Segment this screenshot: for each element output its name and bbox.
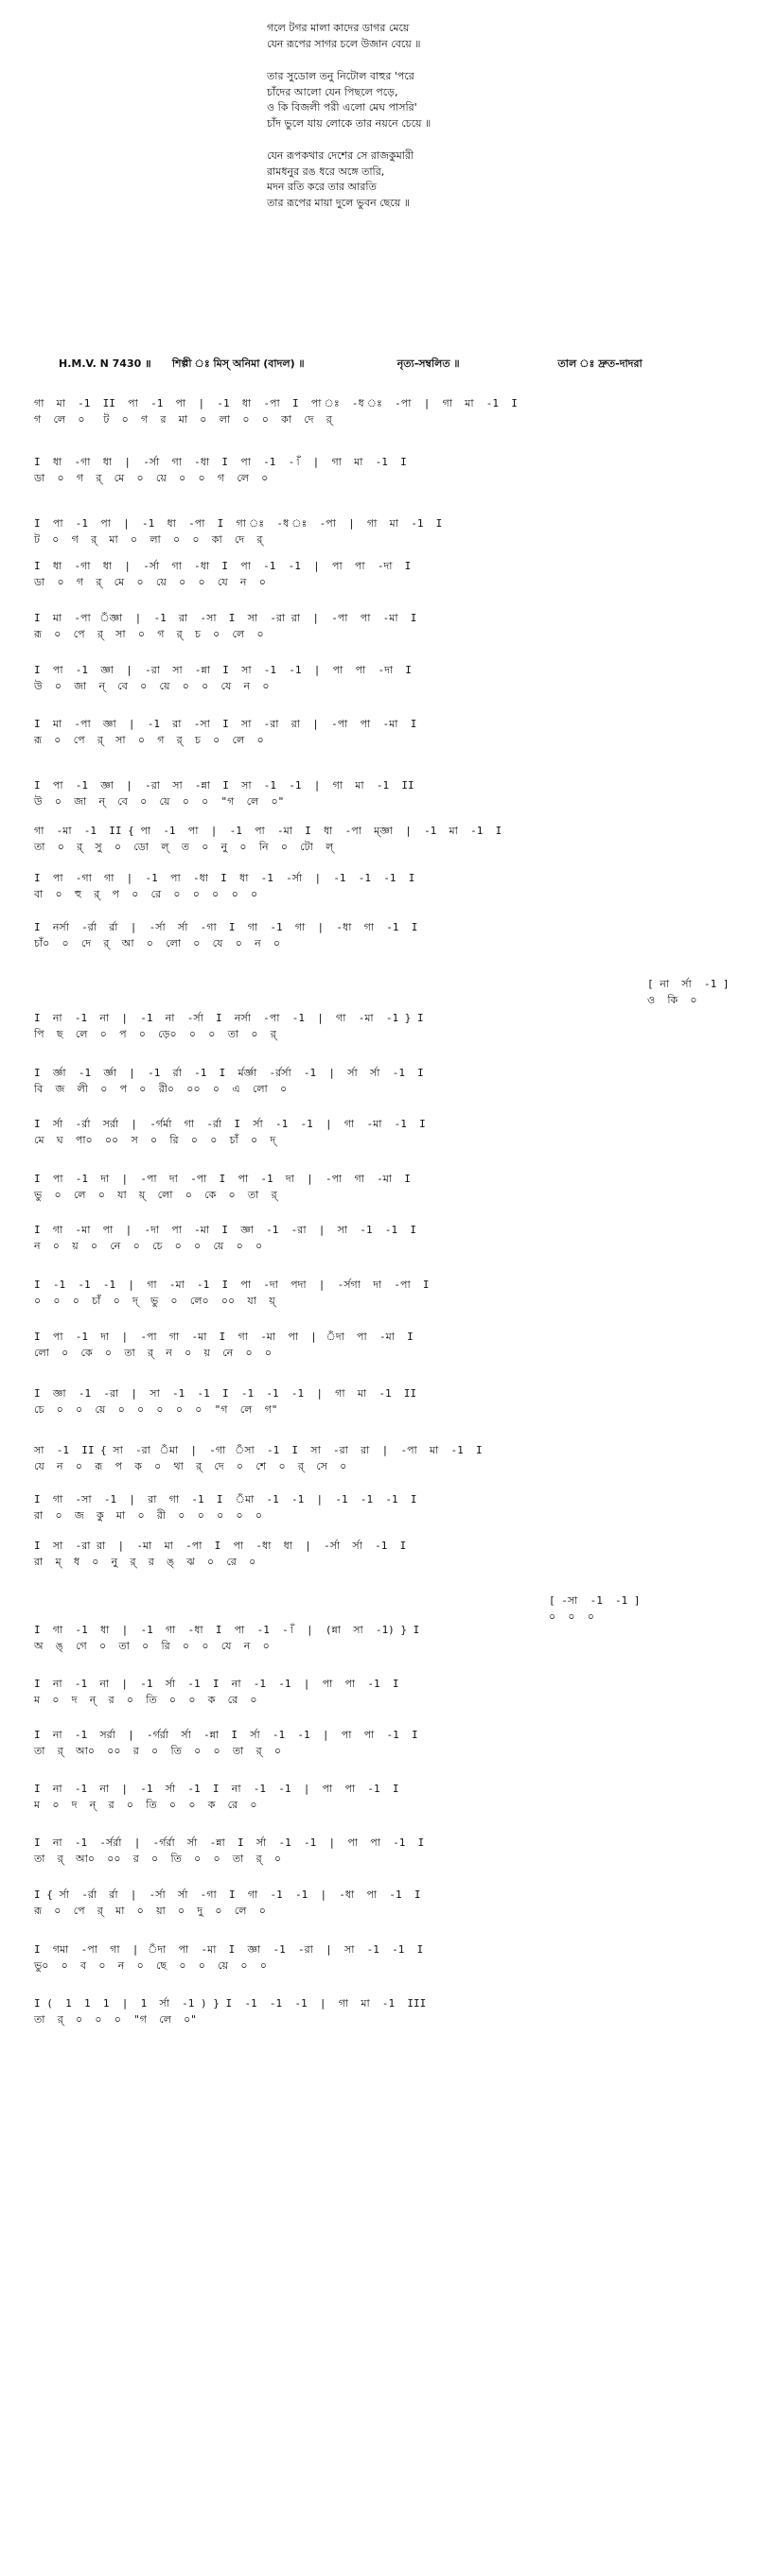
record-info-line (59, 356, 721, 374)
notation-block (34, 1941, 734, 1974)
lyric-syllable-row: তা র্ ০ ০ ০ "গ লে ০" (34, 2013, 197, 2026)
notation-block (549, 1593, 691, 1625)
notation-block (34, 395, 734, 427)
notation-block (34, 1116, 734, 1148)
swara-row: I পা -1 দা | -পা গা -মা I গা -মা পা | ঁদা পা -মা I (34, 1331, 414, 1343)
swara-row: I না -1 না | -1 র্সা -1 I না -1 -1 | পা পা -1 I (34, 1783, 399, 1795)
notation-block (34, 1538, 734, 1570)
lyric-syllable-row: ডা ০ গ র্ মে ০ য়ে ০ ০ গ লে ০ (34, 472, 269, 484)
lyric-syllable-row: রা ম্ ধ ০ নু র্ র ঙ্ ঝ ০ রে ০ (34, 1556, 256, 1568)
lyric-syllable-row: মে ঘ পা০ ০০ স ০ রি ০ ০ চাঁ ০ দ্ (34, 1134, 276, 1146)
notation-block (34, 777, 734, 809)
lyrics-line: ও কি বিজলী পরী এলো মেঘ পাসরি' (267, 101, 417, 113)
lyric-syllable-row: চাঁ০ ০ দে র্ আ ০ লো ০ যে ০ ন ০ (34, 937, 281, 949)
lyric-syllable-row: তা র্ আ০ ০০ র ০ তি ০ ০ তা র্ ০ (34, 1745, 282, 1757)
swara-row: I পা -1 দা | -পা দা -পা I পা -1 দা | -পা গা -মা I (34, 1173, 411, 1185)
swara-row: I না -1 না | -1 র্সা -1 I না -1 -1 | পা পা -1 I (34, 1678, 399, 1690)
notation-block (34, 1887, 734, 1919)
notation-block (34, 1222, 734, 1254)
swara-row: I পা -1 জ্ঞা | -রা সা -ন্না I সা -1 -1 | গা মা -1 II (34, 779, 414, 792)
swara-row: I -1 -1 -1 | গা -মা -1 I পা -দা পদা | -র্সগা দা -পা I (34, 1279, 430, 1291)
swara-row: সা -1 II { সা -রা ঁমা | -গা ঁসা -1 I সা -রা রা | -পা মা -1 I (34, 1444, 483, 1456)
swara-row: I না -1 না | -1 না -র্সা I নর্সা -পা -1 | গা -মা -1 } I (34, 1012, 424, 1024)
notation-block (34, 1065, 734, 1097)
swara-row: [ -সা -1 -1 ] (549, 1594, 641, 1607)
notation-block (647, 976, 757, 1008)
notation-block (34, 1277, 734, 1309)
notation-block (34, 1622, 734, 1654)
notation-block (34, 1491, 734, 1523)
lyric-syllable-row: ভু ০ লে ০ যা য়্ লো ০ কে ০ তা র্ (34, 1189, 277, 1201)
lyric-syllable-row: যে ন ০ রূ প ক ০ থা র্ দে ০ শে ০ র্ সে ০ (34, 1460, 347, 1472)
lyric-syllable-row: বি জ লী ০ প ০ রী০ ০০ ০ এ লো ০ (34, 1083, 288, 1095)
notation-block (34, 1010, 734, 1042)
lyric-syllable-row: উ ০ জা ন্ বে ০ য়ে ০ ০ "গ লে ০" (34, 795, 285, 808)
swara-row: I পা -গা গা | -1 পা -ধা I ধা -1 -র্সা | -1 -1 -1 I (34, 872, 415, 884)
notation-block (34, 1781, 734, 1813)
swara-row: I র্সা -র্রা সর্রা | -র্গর্মা গা -র্রা I র্সা -1 -1 | গা -মা -1 I (34, 1118, 426, 1130)
lyrics-line: চাঁদের আলো যেন পিছলে পড়ে, (267, 85, 398, 98)
lyric-syllable-row: তা ০ র্ সু ০ ডো ল্ ত ০ নু ০ নি ০ টো ল্ (34, 841, 334, 853)
swara-row: I সা -রা রা | -মা মা -পা I পা -ধা ধা | -র্সা র্সা -1 I (34, 1540, 407, 1552)
notation-block (34, 1385, 734, 1418)
swara-row: I পা -1 পা | -1 ধা -পা I গা ঃ -ধ ঃ -পা | গা মা -1 I (34, 517, 443, 530)
lyric-syllable-row: ০ ০ ০ (549, 1610, 594, 1623)
lyric-syllable-row: রূ ০ পে র্ সা ০ গ র্ চ ০ লে ০ (34, 628, 264, 640)
notation-block (34, 1676, 734, 1708)
swara-row: I পা -1 জ্ঞা | -রা সা -ন্না I সা -1 -1 | পা পা -দা I (34, 664, 412, 676)
swara-row: [ না র্সা -1 ] (647, 978, 730, 990)
notation-block (34, 1329, 734, 1361)
lyric-syllable-row: পি ছ লে ০ প ০ ড়ে০ ০ ০ তা ০ র্ (34, 1028, 276, 1040)
lyric-syllable-row: ম ০ দ ন্ র ০ তি ০ ০ ক রে ০ (34, 1694, 257, 1706)
record-number: H.M.V. N 7430 ॥ (59, 357, 151, 370)
lyric-syllable-row: গ লে ০ ট ০ গ র মা ০ লা ০ ০ কা দে র্ (34, 413, 332, 426)
swara-row: I গা -সা -1 | রা গা -1 I ঁমা -1 -1 | -1 -1 -1 I (34, 1493, 417, 1506)
swara-row: I মা -পা জ্ঞা | -1 রা -সা I সা -রা রা | -পা পা -মা I (34, 718, 417, 730)
lyrics-line: মদন রতি করে তার আরতি (267, 181, 377, 193)
lyric-syllable-row: ন ০ য় ০ নে ০ চে ০ ০ য়ে ০ ০ (34, 1240, 263, 1252)
lyric-syllable-row: রা ০ জ কু মা ০ রী ০ ০ ০ ০ ০ (34, 1509, 263, 1522)
notation-block (34, 823, 734, 855)
lyric-syllable-row: রূ ০ পে র্ মা ০ য়া ০ দু ০ লে ০ (34, 1905, 266, 1917)
swara-row: গা -মা -1 II { পা -1 পা | -1 পা -মা I ধা -পা ম্জ্ঞা | -1 মা -1 I (34, 825, 502, 837)
notation-block (34, 1995, 734, 2028)
swara-row: I না -1 সর্রা | -র্গর্রা র্সা -ন্না I র্সা -1 -1 | পা পা -1 I (34, 1729, 418, 1741)
lyrics-line: তার রূপের মায়া দুলে ভুবন ছেয়ে ॥ (267, 196, 410, 209)
lyrics-line: গলে টগর মালা কাদের ডাগর মেয়ে (267, 22, 410, 34)
swara-row: I গা -1 ধা | -1 গা -ধা I পা -1 -1ঁ | (ন্না সা -1) } I (34, 1624, 420, 1636)
notation-block (34, 515, 734, 548)
lyric-syllable-row: ডা ০ গ র্ মে ০ য়ে ০ ০ যে ন ০ (34, 576, 266, 588)
lyric-syllable-row: ম ০ দ ন্ র ০ তি ০ ০ ক রে ০ (34, 1799, 257, 1811)
swara-row: I নর্সা -র্রা র্রা | -র্সা র্সা -গা I গা -1 গা | -ধা গা -1 I (34, 921, 418, 933)
notation-block (34, 1442, 734, 1474)
lyric-syllable-row: অ ঙ্ গে ০ তা ০ রি ০ ০ যে ন ০ (34, 1640, 270, 1652)
lyric-syllable-row: রূ ০ পে র্ সা ০ গ র্ চ ০ লে ০ (34, 734, 264, 746)
swara-row: I { র্সা -র্রা র্রা | -র্সা র্সা -গা I গা -1 -1 | -ধা পা -1 I (34, 1888, 421, 1901)
dance-style: নৃত্য-সম্বলিত ॥ (396, 357, 460, 370)
notation-block (34, 1835, 734, 1867)
notation-block (34, 919, 734, 951)
lyrics-stanza (267, 69, 664, 131)
lyric-syllable-row: ০ ০ ০ চাঁ ০ দ্ ভু ০ লে০ ০০ যা য়্ (34, 1295, 275, 1307)
lyrics-line: যেন রূপকথার দেশের সে রাজকুমারী (267, 149, 414, 162)
lyric-syllable-row: ভু০ ০ ব ০ ন ০ ছে ০ ০ য়ে ০ ০ (34, 1959, 267, 1972)
lyrics-line: তার সুডোল তনু নিটোল বাহুর 'পরে (267, 70, 414, 82)
lyrics-block (267, 21, 664, 228)
swara-row: I গা -মা পা | -দা পা -মা I জ্ঞা -1 -রা | সা -1 -1 I (34, 1224, 416, 1236)
lyrics-line: যেন রূপের সাগর চলে উজান বেয়ে ॥ (267, 37, 421, 50)
notation-block (34, 610, 734, 642)
notation-block (34, 716, 734, 748)
lyric-syllable-row: ও কি ০ (647, 994, 697, 1006)
lyric-syllable-row: বা ০ হু র্ প ০ রে ০ ০ ০ ০ ০ (34, 888, 258, 900)
artist-name: শিল্পী ঃ মিস্ অনিমা (বাদল) ॥ (171, 357, 305, 370)
tala-label: তাল ঃ দ্রুত-দাদরা (557, 357, 643, 370)
lyric-syllable-row: ট ০ গ র্ মা ০ লা ০ ০ কা দে র্ (34, 533, 263, 546)
notation-block (34, 558, 734, 590)
swara-row: I ধা -গা ধা | -র্সা গা -ধা I পা -1 -1ঁ | গা মা -1 I (34, 456, 407, 468)
swara-row: I র্জ্ঞা -1 র্জ্ঞা | -1 র্রা -1 I র্মর্জ্ঞা -র্রর্সা -1 | র্সা র্সা -1 I (34, 1067, 424, 1079)
notation-block (34, 1171, 734, 1203)
notation-block (34, 870, 734, 902)
swara-row: I জ্ঞা -1 -রা | সা -1 -1 I -1 -1 -1 | গা মা -1 II (34, 1387, 417, 1400)
swara-row: I না -1 -র্সর্রা | -র্গর্রা র্সা -ন্না I র্সা -1 -1 | পা পা -1 I (34, 1836, 425, 1849)
lyrics-stanza (267, 148, 664, 211)
lyrics-stanza (267, 21, 664, 52)
swara-row: গা মা -1 II পা -1 পা | -1 ধা -পা I পা ঃ -ধ ঃ -পা | গা মা -1 I (34, 397, 518, 409)
lyrics-line: চাঁদ ভুলে যায় লোকে তার নয়নে চেয়ে ॥ (267, 116, 431, 130)
swara-row: I মা -পা ঁজ্ঞা | -1 রা -সা I সা -রা রা | -পা পা -মা I (34, 612, 417, 624)
notation-block (34, 1727, 734, 1759)
lyric-syllable-row: তা র্ আ০ ০০ র ০ তি ০ ০ তা র্ ০ (34, 1853, 282, 1865)
lyric-syllable-row: উ ০ জা ন্ বে ০ য়ে ০ ০ যে ন ০ (34, 680, 270, 692)
swara-row: I ( 1 1 1 | 1 র্সা -1 ) } I -1 -1 -1 | গা মা -1 III (34, 1997, 427, 2010)
swara-row: I ধা -গা ধা | -র্সা গা -ধা I পা -1 -1 | পা পা -দা I (34, 560, 412, 572)
lyrics-line: রামধনুর রঙ ধরে অঙ্গে তারি, (267, 165, 385, 178)
notation-block (34, 454, 734, 486)
lyric-syllable-row: চে ০ ০ য়ে ০ ০ ০ ০ ০ "গ লে গ" (34, 1403, 278, 1416)
lyric-syllable-row: লো ০ কে ০ তা র্ ন ০ য় নে ০ ০ (34, 1347, 273, 1359)
swara-row: I গমা -পা গা | ঁদা পা -মা I জ্ঞা -1 -রা | সা -1 -1 I (34, 1943, 424, 1956)
notation-block (34, 662, 734, 694)
